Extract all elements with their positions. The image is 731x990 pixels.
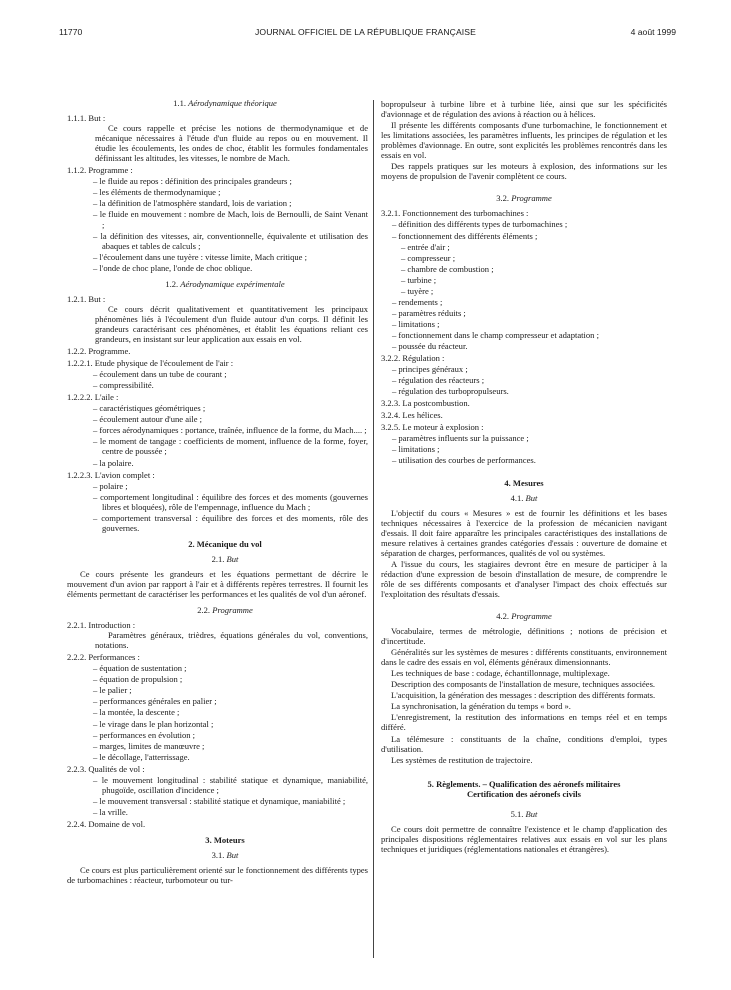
sub-list-item: – turbine ;	[401, 274, 437, 285]
page-number: 11770	[59, 27, 83, 37]
right-column	[381, 99, 667, 855]
section-heading-3-1: 3.1. But	[211, 850, 239, 861]
list-item: – comportement transversal : équilibre des forces et des moments, rôle des gouvernes.	[93, 512, 368, 533]
paragraph: Les techniques de base : codage, échantillonnage, multiplexage.	[391, 668, 610, 679]
section-heading-2-1: 2.1. But	[211, 553, 239, 564]
list-item: – rendements ;	[392, 296, 443, 307]
section-heading-4-2: 4.2. Programme	[496, 611, 552, 622]
paragraph: A l'issue du cours, les stagiaires devront être en mesure de participer à la rédaction d'une expression de besoin d'installation de mesure, de comprendre le rôle de ses différents composants et d'analyser l'impact des choix effectués sur l'exploitation des résultats d'essais.	[381, 558, 667, 599]
subsection-label: 1.2.2.1. Etude physique de l'écoulement de l'air :	[67, 358, 234, 369]
paragraph: La synchronisation, la génération du temps « bord ».	[391, 701, 571, 712]
list-item: – la polaire.	[93, 457, 134, 468]
programme-label: 1.1.2. Programme :	[67, 165, 133, 176]
subsection-label: 1.2.2.2. L'aile :	[67, 392, 119, 403]
paragraph: Vocabulaire, termes de métrologie, définitions ; notions de précision et d'incertitude.	[381, 626, 667, 647]
list-item: – fonctionnement dans le champ compresseur et adaptation ;	[392, 329, 599, 340]
subsection-label: 2.2.1. Introduction :	[67, 620, 136, 631]
list-item: – écoulement dans un tube de courant ;	[93, 369, 227, 380]
list-item: – fonctionnement des différents éléments ;	[392, 230, 538, 241]
paragraph: Des rappels pratiques sur les moteurs à explosion, des informations sur les moyens de propulsion de l'avenir complètent ce cours.	[381, 161, 667, 182]
list-item: – le mouvement transversal : stabilité statique et dynamique, maniabilité ;	[93, 795, 346, 806]
sub-list-item: – entrée d'air ;	[401, 241, 450, 252]
paragraph: Il présente les différents composants d'une turbomachine, le fonctionnement et les limitations associées, les paramètres influents, les principes de régulation et les problèmes d'avionnage. En outre, sont explicités les problèmes rencontrés dans les essais en vol.	[381, 120, 667, 161]
list-item: – compressibilité.	[93, 380, 154, 391]
but-paragraph: Ce cours décrit qualitativement et quantitativement les principaux phénomènes liés à l'écoulement d'un fluide autour d'un corps. Il définit les grandeurs caractérisant ces phénomènes, et établit les équations reliant ces grandeurs, en insistant sur leur application aux essais en vol.	[95, 303, 368, 344]
subsection-label: 2.2.2. Performances :	[67, 652, 140, 663]
list-item: – performances générales en palier ;	[93, 696, 217, 707]
section-title-5: 5. Règlements. – Qualification des aéronefs militaires	[427, 778, 621, 789]
list-item: – comportement longitudinal : équilibre des forces et des moments (gouvernes libres et bloquées), rôle de l'empennage, influence du Mach ;	[93, 491, 368, 512]
programme-list	[82, 176, 368, 272]
list-item: – l'onde de choc plane, l'onde de choc oblique.	[93, 262, 253, 273]
paragraph: La télémesure : constituants de la chaîne, conditions d'emploi, types d'utilisation.	[381, 733, 667, 754]
sub-list-item: – chambre de combustion ;	[401, 263, 494, 274]
paragraph: Description des composants de l'installation de mesure, techniques associées.	[391, 679, 656, 690]
but-label: 1.2.1. But :	[67, 293, 106, 304]
sub-list-item: – tuyère ;	[401, 285, 434, 296]
list-item: – la définition de l'atmosphère standard, lois de variation ;	[93, 198, 292, 209]
but-label: 1.1.1. But :	[67, 113, 106, 124]
subsection-label: 2.2.4. Domaine de vol.	[67, 818, 146, 829]
list-item: – équation de propulsion ;	[93, 674, 183, 685]
list-item: – principes généraux ;	[392, 364, 468, 375]
paragraph: Les systèmes de restitution de trajectoire.	[391, 754, 533, 765]
list-item: – les éléments de thermodynamique ;	[93, 187, 221, 198]
subsection-label: 3.2.2. Régulation :	[381, 353, 445, 364]
list-item: – l'écoulement dans une tuyère : vitesse limite, Mach critique ;	[93, 251, 307, 262]
section-heading-1-1: 1.1. Aérodynamique théorique	[173, 98, 277, 108]
but-paragraph: Ce cours rappelle et précise les notions de thermodynamique et de mécanique nécessaires à l'étude d'un fluide au repos ou en mouvement. Il étudie les écoulements, les ondes de choc, établit les formules fondamentales définissant les altitudes, les vitesses, le nombre de Mach.	[95, 123, 368, 164]
subsection-label: 1.2.2.3. L'avion complet :	[67, 469, 155, 480]
but-paragraph: Ce cours est plus particulièrement orienté sur le fonctionnement des différents types de turbomachines : réacteur, turbomoteur ou tur-	[67, 865, 368, 886]
list-item: – équation de sustentation ;	[93, 663, 187, 674]
section-heading-2-2: 2.2. Programme	[197, 605, 253, 616]
section-heading-4-1: 4.1. But	[510, 492, 538, 503]
list-item: – le fluide au repos : définition des principales grandeurs ;	[93, 176, 292, 187]
list-item: – écoulement autour d'une aile ;	[93, 414, 203, 425]
list-item: – le décollage, l'atterrissage.	[93, 751, 190, 762]
list-item: – la définition des vitesses, air, conventionnelle, équivalente et utilisation des abaques et tables de calculs ;	[93, 230, 368, 251]
list-item: – le mouvement longitudinal : stabilité statique et dynamique, maniabilité, phugoïde, oscillation d'incidence ;	[93, 774, 368, 795]
but-paragraph: Ce cours présente les grandeurs et les équations permettant de décrire le mouvement d'un avion par rapport à l'air et à différents repères terrestres. Il fournit les éléments permettant de caractériser les performances et les qualités de vol d'un aéronef.	[67, 568, 368, 600]
subsection-label: 3.2.3. La postcombustion.	[381, 398, 470, 409]
list-item: – la montée, la descente ;	[93, 707, 180, 718]
list-item: – utilisation des courbes de performances.	[392, 455, 536, 466]
list-item: – le moment de tangage : coefficients de moment, influence de la forme, foyer, centre de poussée ;	[93, 436, 368, 457]
list-item: – performances en évolution ;	[93, 729, 196, 740]
list-item: – le palier ;	[93, 685, 132, 696]
continued-paragraph: bopropulseur à turbine libre et à turbine liée, ainsi que sur les spécificités d'avionnage et de régulation des avions à réaction ou à hélices.	[381, 99, 667, 120]
subsection-label: 3.2.4. Les hélices.	[381, 410, 443, 421]
list-item: – la vrille.	[93, 806, 128, 817]
list-item: – forces aérodynamiques : portance, traînée, influence de la forme, du Mach.... ;	[93, 425, 367, 436]
section-title-5-line2: Certification des aéronefs civils	[466, 788, 581, 799]
paragraph: L'objectif du cours « Mesures » est de fournir les définitions et les bases techniques nécessaires à l'exercice de la profession de mécanicien navigant d'essais. Il doit faire apparaître les principales caractéristiques des installations de mesure relatives à certaines grandes catégories d'essais : ouverture de domaine et séparation de charges, performances, qualités de vol ou systèmes.	[381, 507, 667, 558]
section-heading-1-2: 1.2. Aérodynamique expérimentale	[165, 278, 285, 289]
list-item: – le virage dans le plan horizontal ;	[93, 718, 214, 729]
paragraph: L'acquisition, la génération des messages : description des différents formats.	[391, 690, 656, 701]
left-column	[67, 98, 368, 886]
section-heading-5-1: 5.1. But	[510, 808, 538, 819]
section-title-2: 2. Mécanique du vol	[188, 538, 262, 549]
list-item: – polaire ;	[93, 480, 128, 491]
intro-paragraph: Paramètres généraux, trièdres, équations générales du vol, conventions, notations.	[95, 630, 368, 651]
list-item: – régulation des turbopropulseurs.	[392, 386, 509, 397]
paragraph: Ce cours doit permettre de connaître l'existence et le champ d'application des principales dispositions réglementaires relatives aux essais en vol sur les plans techniques et juridiques (réglementations nationales et étrangères).	[381, 823, 667, 854]
list-item: – limitations ;	[392, 318, 440, 329]
subsection-label: 3.2.1. Fonctionnement des turbomachines :	[381, 208, 529, 219]
issue-date: 4 août 1999	[630, 27, 676, 37]
subsection-label: 2.2.3. Qualités de vol :	[67, 763, 145, 774]
journal-title: JOURNAL OFFICIEL DE LA RÉPUBLIQUE FRANÇAISE	[255, 27, 476, 37]
list-item: – poussée du réacteur.	[392, 340, 468, 351]
sub-list-item: – compresseur ;	[401, 252, 456, 263]
list-item: – paramètres influents sur la puissance ;	[392, 433, 529, 444]
section-title-4: 4. Mesures	[504, 477, 544, 488]
subsection-label: 3.2.5. Le moteur à explosion :	[381, 422, 484, 433]
column-divider	[373, 100, 374, 958]
page-header	[0, 25, 731, 39]
section-heading-3-2: 3.2. Programme	[496, 193, 552, 204]
paragraph: Généralités sur les systèmes de mesures : différents constituants, environnement dans le cadre des essais en vol, éléments généraux dimensionnants.	[381, 647, 667, 668]
paragraph: L'enregistrement, la restitution des informations en temps réel et en temps différé.	[381, 712, 667, 733]
programme-label: 1.2.2. Programme.	[67, 346, 131, 357]
list-item: – régulation des réacteurs ;	[392, 375, 485, 386]
list-item: – paramètres réduits ;	[392, 307, 466, 318]
section-title-3: 3. Moteurs	[205, 835, 245, 845]
list-item: – marges, limites de manœuvre ;	[93, 740, 205, 751]
list-item: – le fluide en mouvement : nombre de Mach, lois de Bernoulli, de Saint Venant ;	[93, 209, 368, 230]
list-item: – caractéristiques géométriques ;	[93, 403, 206, 414]
list-item: – définition des différents types de turbomachines ;	[392, 219, 568, 230]
list-item: – limitations ;	[392, 444, 440, 455]
